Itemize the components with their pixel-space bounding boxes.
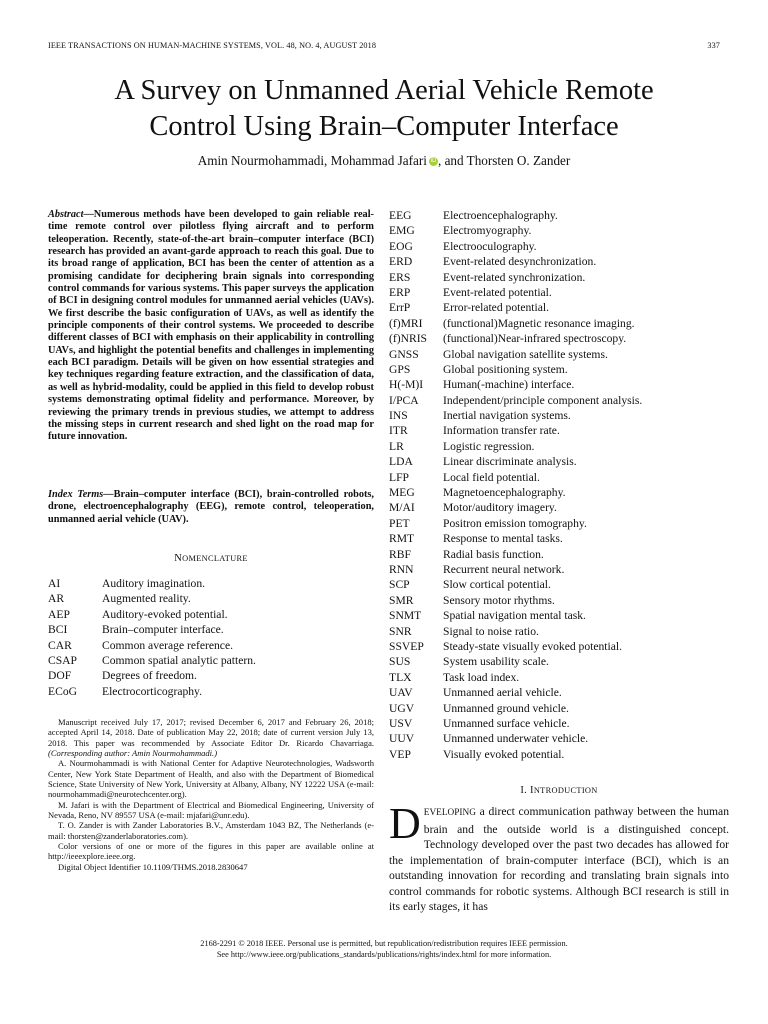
nomenclature-entry: RBF Radial basis function. xyxy=(389,547,544,561)
nomenclature-entry: UAV Unmanned aerial vehicle. xyxy=(389,686,562,700)
nomenclature-entry: BCI Brain–computer interface. xyxy=(48,623,224,637)
nomenclature-entry: SNMT Spatial navigation mental task. xyxy=(389,609,586,623)
orcid-icon[interactable]: iD xyxy=(430,158,437,164)
authors-part-2: , and Thorsten O. Zander xyxy=(437,153,571,168)
nomenclature-entry: RNN Recurrent neural network. xyxy=(389,562,565,576)
nomenclature-entry: CAR Common average reference. xyxy=(48,638,234,652)
copyright-line-2: See http://www.ieee.org/publications_standards/publications/rights/index.html for more information. xyxy=(216,950,552,960)
nomenclature-entry: UGV Unmanned ground vehicle. xyxy=(389,701,569,715)
abstract xyxy=(48,209,374,444)
nomenclature-entry: RMT Response to mental tasks. xyxy=(389,532,563,546)
manuscript-footnote: Manuscript received July 17, 2017; revised December 6, 2017 and February 26, 2018; accepted April 14, 2018. Date of publication May 22, 2018; date of current version July 13, 2018. This paper was recommended by Associate Editor Dr. Ricardo Chavarriaga. (Corresponding author: Amin Nourmohammadi.) xyxy=(48,717,374,759)
nomenclature-entry: INS Inertial navigation systems. xyxy=(389,409,571,423)
nomenclature-entry: AI Auditory imagination. xyxy=(48,577,206,590)
author-affiliation-3: T. O. Zander is with Zander Laboratories B.V., Amsterdam 1043 BZ, The Netherlands (e-mail: thorsten@zanderlaboratories.com). xyxy=(48,820,374,841)
nomenclature-entry: USV Unmanned surface vehicle. xyxy=(389,716,570,730)
nomenclature-entry: SSVEP Steady-state visually evoked potential. xyxy=(389,639,623,653)
introduction-text xyxy=(389,799,729,915)
nomenclature-entry: AEP Auditory-evoked potential. xyxy=(48,607,228,621)
index-terms-text: —Brain–computer interface (BCI), brain-controlled robots, drone, electroencephalography (EEG), remote control, teleoperation, unmanned aerial vehicle (UAV). xyxy=(48,489,374,525)
copyright-notice xyxy=(48,938,720,960)
nomenclature-entry: EOG Electrooculography. xyxy=(389,239,537,253)
corresponding-author: (Corresponding author: Amin Nourmohammadi.) xyxy=(48,748,218,759)
journal-name: IEEE TRANSACTIONS ON HUMAN-MACHINE SYSTEMS, VOL. 48, NO. 4, AUGUST 2018 xyxy=(48,41,377,50)
nomenclature-entry: I/PCA Independent/principle component analysis. xyxy=(389,393,643,407)
footnotes xyxy=(48,717,374,872)
nomenclature-entry: CSAP Common spatial analytic pattern. xyxy=(48,653,256,667)
nomenclature-heading: NOMENCLATURE xyxy=(174,553,248,564)
nomenclature-entry: VEP Visually evoked potential. xyxy=(389,747,565,761)
abstract-label: Abstract xyxy=(48,209,84,220)
nomenclature-entry: TLX Task load index. xyxy=(389,670,520,684)
title-line-2: Control Using Brain–Computer Interface xyxy=(149,111,619,142)
nomenclature-entry: SCP Slow cortical potential. xyxy=(389,578,551,592)
nomenclature-entry: DOF Degrees of freedom. xyxy=(48,669,197,683)
nomenclature-entry: MEG Magnetoencephalography. xyxy=(389,486,566,500)
nomenclature-entry: LR Logistic regression. xyxy=(389,439,535,453)
running-header xyxy=(48,41,720,53)
nomenclature-entry: EMG Electromyography. xyxy=(389,224,532,238)
title-line-1: A Survey on Unmanned Aerial Vehicle Remote xyxy=(114,75,654,106)
author-list xyxy=(40,153,728,169)
nomenclature-entry: ERS Event-related synchronization. xyxy=(389,270,586,284)
nomenclature-entry: (f)MRI (functional)Magnetic resonance imaging. xyxy=(389,316,635,330)
nomenclature-entry: AR Augmented reality. xyxy=(48,592,191,606)
intro-smallcaps: EVELOPING xyxy=(423,808,476,818)
nomenclature-entry: ERP Event-related potential. xyxy=(389,285,552,299)
nomenclature-entry: UUV Unmanned underwater vehicle. xyxy=(389,732,589,746)
intro-body: a direct communication pathway between the human brain and the outside world is a distinguished concept. Technology developed over the past two decades has allowed for the implementation of brain-computer interface (BCI), which is an outstanding innovation for recording and translating brain signals into control commands for robotic systems. Although BCI research is still in its early stages, it has xyxy=(389,805,729,913)
nomenclature-entry: ERD Event-related desynchronization. xyxy=(389,255,597,269)
nomenclature-entry: LFP Local field potential. xyxy=(389,470,540,484)
nomenclature-entry: (f)NRIS (functional)Near-infrared spectroscopy. xyxy=(389,332,627,346)
abstract-text: —Numerous methods have been developed to gain reliable real-time remote control over pilotless flying aircraft and to perform teleoperation. Recently, state-of-the-art brain–computer interface (BCI) research has provided an avant-garde approach to reach this goal. Due to its broad range of application, BCI has been the center of attention as a promising candidate for deciphering brain signals into corresponding control commands for various systems. This paper surveys the application of BCI in designing control modules for unmanned aerial vehicles (UAVs). We first describe the basic configuration of UAVs, as well as identify the principle components of their control systems. We proceeded to describe different classes of BCI with emphasis on their applicability in controlling UAVs, and highlight the potential benefits and challenges in implementing each BCI paradigm. Details will be given on how essential strategies and key techniques regarding feature extraction, and the classification of data, as well as hybrid-modality, could be applied in this field to develop robust systems demonstrating optimal fidelity and performance. Moreover, by reviewing the primary trends in previous studies, we attempt to address the missing steps in current research and shed light on the road map for future innovation. xyxy=(48,209,374,443)
authors-part-1: Amin Nourmohammadi, Mohammad Jafari xyxy=(197,153,427,168)
nomenclature-entry: LDA Linear discriminate analysis. xyxy=(389,455,577,469)
nomenclature-entry: ECoG Electrocorticography. xyxy=(48,684,203,698)
nomenclature-entry: SMR Sensory motor rhythms. xyxy=(389,593,555,607)
nomenclature-entry: SUS System usability scale. xyxy=(389,655,549,669)
nomenclature-list-right xyxy=(389,208,729,762)
page-number: 337 xyxy=(707,41,720,50)
author-affiliation-2: M. Jafari is with the Department of Electrical and Biomedical Engineering, University of Nevada, Reno, NV 89557 USA (e-mail: mjafari@unr.edu). xyxy=(48,799,374,821)
color-note: Color versions of one or more of the figures in this paper are available online at http://ieeexplore.ieee.org. xyxy=(48,841,374,862)
author-affiliation-1: A. Nourmohammadi is with National Center for Adaptive Neurotechnologies, Wadsworth Center, New York State Department of Health, and also with the Department of Biomedical Science, State University of New York, University at Albany, Albany, NY 12222 USA (e-mail: nourmohammadi@neurotechcenter.org). xyxy=(48,758,374,800)
introduction-heading: I. INTRODUCTION xyxy=(520,785,598,796)
nomenclature-list-left xyxy=(48,576,374,699)
nomenclature-entry: EEG Electroencephalography. xyxy=(389,209,558,222)
nomenclature-entry: H(-M)I Human(-machine) interface. xyxy=(389,378,575,392)
index-terms xyxy=(48,489,374,526)
nomenclature-entry: GPS Global positioning system. xyxy=(389,362,568,376)
index-terms-label: Index Terms xyxy=(48,489,104,500)
doi: Digital Object Identifier 10.1109/THMS.2018.2830647 xyxy=(58,861,248,872)
nomenclature-entry: PET Positron emission tomography. xyxy=(389,516,587,530)
drop-cap: D xyxy=(389,799,421,848)
nomenclature-entry: ITR Information transfer rate. xyxy=(389,424,560,438)
paper-title xyxy=(40,73,728,145)
nomenclature-entry: GNSS Global navigation satellite systems. xyxy=(389,347,608,361)
nomenclature-entry: ErrP Error-related potential. xyxy=(389,301,549,315)
copyright-line-1: 2168-2291 © 2018 IEEE. Personal use is permitted, but republication/redistribution requires IEEE permission. xyxy=(200,939,568,948)
nomenclature-entry: M/AI Motor/auditory imagery. xyxy=(389,501,557,515)
nomenclature-entry: SNR Signal to noise ratio. xyxy=(389,624,539,638)
